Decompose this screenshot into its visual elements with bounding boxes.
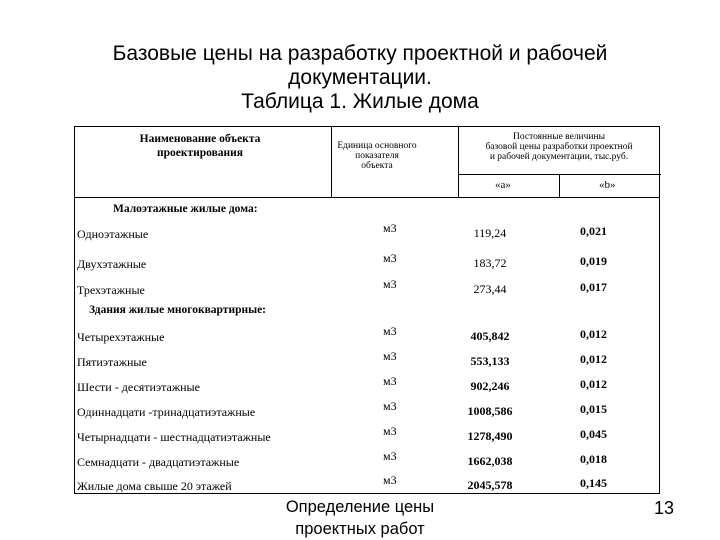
row-value-a: 1662,038 — [467, 454, 513, 468]
row-value-b: 0,012 — [580, 327, 607, 341]
row-value-a: 1278,490 — [467, 429, 513, 443]
row-unit: м3 — [383, 251, 397, 265]
row-unit: м3 — [383, 473, 397, 487]
header-col-a: «а» — [495, 179, 511, 191]
row-value-a: 2045,578 — [467, 478, 513, 492]
row-unit: м3 — [383, 424, 397, 438]
row-name: Пятиэтажные — [77, 355, 147, 369]
row-unit: м3 — [383, 399, 397, 413]
row-name: Трехэтажные — [77, 283, 145, 297]
row-value-b: 0,012 — [580, 352, 607, 366]
header-col-b: «b» — [599, 179, 616, 191]
header-object-name: Наименование объекта проектирования — [139, 133, 261, 159]
row-value-b: 0,021 — [580, 224, 607, 238]
row-value-b: 0,045 — [580, 427, 607, 441]
table-row — [75, 277, 659, 301]
row-name: Четырехэтажные — [77, 330, 165, 344]
row-value-a: 405,842 — [470, 329, 510, 343]
row-unit: м3 — [383, 324, 397, 338]
row-name: Жилые дома свыше 20 этажей — [77, 479, 232, 493]
row-name: Семнадцати - двадцатиэтажные — [77, 455, 240, 469]
row-value-b: 0,145 — [580, 476, 607, 490]
row-name: Шести - десятиэтажные — [77, 380, 200, 394]
table-row — [75, 473, 659, 497]
slide-title — [80, 42, 640, 114]
title-line-1: Базовые цены на разработку проектной и рабочей — [112, 42, 608, 65]
table-row — [75, 324, 659, 348]
header-constants: Постоянные величины базовой цены разработки проектной и рабочей документации, тыс.руб. — [485, 132, 633, 162]
title-line-3: Таблица 1. Жилые дома — [241, 90, 479, 113]
row-value-a: 1008,586 — [467, 404, 513, 418]
row-value-b: 0,015 — [580, 402, 607, 416]
row-name: Четырнадцати - шестнадцатиэтажные — [77, 430, 271, 444]
section-title-apartments: Здания жилые многоквартирные: — [89, 304, 267, 316]
row-name: Одиннадцати -тринадцатиэтажные — [77, 405, 256, 419]
header-unit: Единица основного показателя объекта — [337, 141, 417, 171]
row-unit: м3 — [383, 449, 397, 463]
row-name: Двухэтажные — [77, 257, 147, 271]
section-title-low-rise: Малоэтажные жилые дома: — [113, 203, 258, 215]
table-row — [75, 349, 659, 373]
row-value-b: 0,018 — [580, 452, 607, 466]
row-unit: м3 — [383, 221, 397, 235]
table-row — [75, 424, 659, 448]
header-divider-unit — [331, 127, 332, 197]
row-value-a: 553,133 — [470, 354, 510, 368]
row-value-b: 0,019 — [580, 254, 607, 268]
row-value-b: 0,012 — [580, 377, 607, 391]
row-unit: м3 — [383, 277, 397, 291]
row-value-a: 119,24 — [473, 226, 507, 240]
row-value-a: 273,44 — [473, 282, 507, 296]
row-value-a: 902,246 — [470, 379, 510, 393]
page-number: 13 — [654, 498, 675, 518]
table-row — [75, 374, 659, 398]
row-unit: м3 — [383, 349, 397, 363]
row-value-b: 0,017 — [580, 280, 607, 294]
slide-footer: Определение цены проектных работ — [285, 498, 435, 538]
row-value-a: 183,72 — [473, 256, 507, 270]
table-row — [75, 449, 659, 473]
row-unit: м3 — [383, 374, 397, 388]
row-name: Одноэтажные — [77, 227, 149, 241]
table-row — [75, 399, 659, 423]
table-row — [75, 221, 659, 245]
header-bottom-line — [75, 197, 659, 198]
table-row — [75, 251, 659, 275]
header-divider-ab — [559, 174, 560, 197]
prices-table — [74, 126, 660, 494]
title-line-2: документации. — [288, 66, 432, 89]
